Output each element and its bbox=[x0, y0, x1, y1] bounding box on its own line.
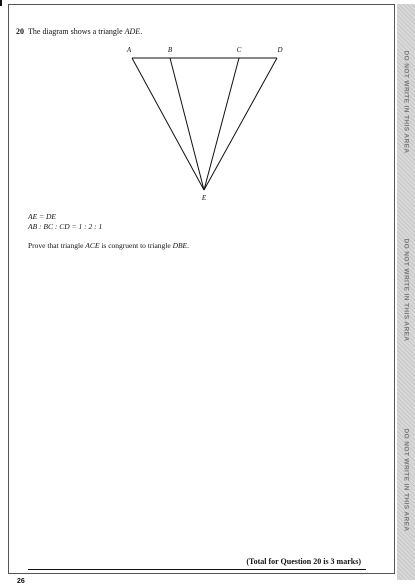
triangle-ace: ACE bbox=[85, 241, 100, 250]
label-a: A bbox=[126, 46, 132, 54]
page-number: 26 bbox=[17, 578, 25, 585]
segment-be bbox=[170, 58, 204, 190]
given-ratio bbox=[28, 222, 102, 231]
prove-period: . bbox=[187, 241, 190, 250]
total-marks: (Total for Question 20 is 3 marks) bbox=[246, 557, 361, 566]
triangle-dbe: DBE bbox=[172, 241, 188, 250]
question-number: 20 bbox=[16, 27, 24, 36]
intro-text: The diagram shows a triangle bbox=[28, 27, 125, 36]
label-d: D bbox=[277, 46, 283, 54]
prove-statement bbox=[28, 241, 189, 250]
triangle-name: ADE bbox=[124, 27, 141, 36]
label-e: E bbox=[201, 194, 207, 202]
label-c: C bbox=[236, 46, 242, 54]
given-equal-sides bbox=[28, 212, 56, 221]
given-line-2: AB : BC : CD = 1 : 2 : 1 bbox=[28, 222, 103, 231]
side-de bbox=[204, 58, 277, 190]
segment-ce bbox=[204, 58, 239, 190]
given-line-1: AE = DE bbox=[28, 212, 56, 221]
side-ae bbox=[132, 58, 204, 190]
prove-text-middle: is congruent to triangle bbox=[99, 241, 173, 250]
intro-period: . bbox=[140, 27, 143, 36]
prove-text: Prove that triangle bbox=[28, 241, 86, 250]
label-b: B bbox=[167, 46, 173, 54]
divider bbox=[28, 569, 366, 570]
